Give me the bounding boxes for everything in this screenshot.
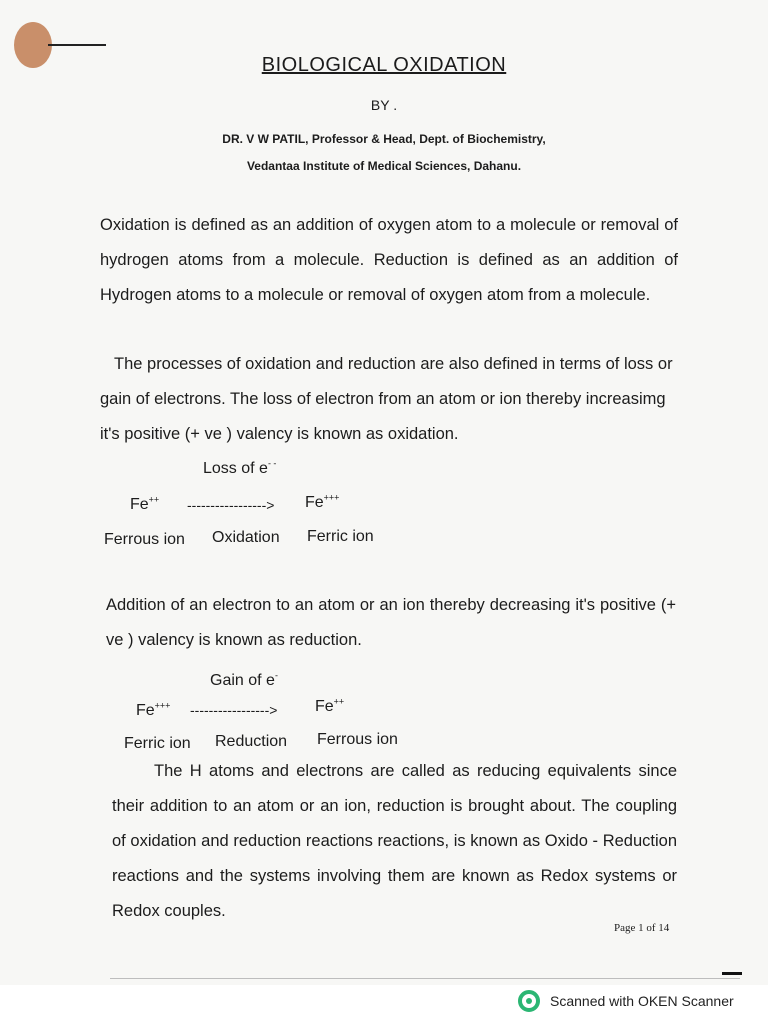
paragraph-reducing-equivalents: The H atoms and electrons are called as reducing equivalents since their addition to an atom or an ion, reduction is brought about. The coupling of oxidation and reduction reactions reactions, is known as Oxido - Reduction reactions and the systems involving them are known as Redox systems or Redox couples. — [112, 762, 677, 920]
author-line: DR. V W PATIL, Professor & Head, Dept. of Biochemistry, — [222, 132, 546, 146]
reduction-arrow: -----------------> — [190, 702, 278, 718]
by-line: BY . — [370, 97, 398, 113]
institute-line: Vedantaa Institute of Medical Sciences, Dahanu. — [246, 159, 522, 173]
bottom-mark — [722, 972, 742, 975]
caption-ferrous-ion-2: Ferrous ion — [317, 731, 398, 748]
paragraph-oxidation-definition: Oxidation is defined as an addition of oxygen atom to a molecule or removal of hydrogen atoms from a molecule. Reduction is defined as an addition of Hydrogen atoms to a molecule or removal of oxygen atom from a molecule. — [100, 216, 678, 304]
paragraph-reduction-definition: Addition of an electron to an atom or an ion thereby decreasing it's positive (+ ve ) valency is known as reduction. — [106, 596, 676, 649]
scanner-text: Scanned with OKEN Scanner — [550, 993, 734, 1009]
oxidation-arrow: -----------------> — [187, 497, 275, 513]
caption-oxidation: Oxidation — [212, 529, 280, 546]
ferrous-ion-symbol: Fe++ — [130, 494, 160, 513]
caption-ferrous-ion: Ferrous ion — [104, 531, 185, 548]
caption-ferric-ion: Ferric ion — [307, 528, 374, 545]
page-number: Page 1 of 14 — [614, 922, 670, 934]
caption-ferric-ion-2: Ferric ion — [124, 735, 191, 752]
bottom-rule — [110, 978, 740, 979]
ferric-ion-symbol-2: Fe+++ — [136, 700, 171, 719]
ferric-ion-symbol: Fe+++ — [305, 492, 340, 511]
ferrous-ion-symbol-2: Fe++ — [315, 696, 345, 715]
document-title: BIOLOGICAL OXIDATION — [261, 54, 507, 76]
reduction-label: Gain of e- — [210, 670, 278, 689]
paragraph-electron-loss: The processes of oxidation and reduction are also defined in terms of loss or gain of electrons. The loss of electron from an atom or ion thereby increasimg it's positive (+ ve ) valency is known as oxidation. — [100, 355, 673, 443]
caption-reduction: Reduction — [215, 733, 288, 750]
oxidation-label: Loss of e- - — [203, 458, 277, 477]
edge-mark — [48, 44, 106, 46]
scanner-logo-icon — [518, 990, 540, 1012]
scanner-watermark — [518, 990, 734, 1012]
